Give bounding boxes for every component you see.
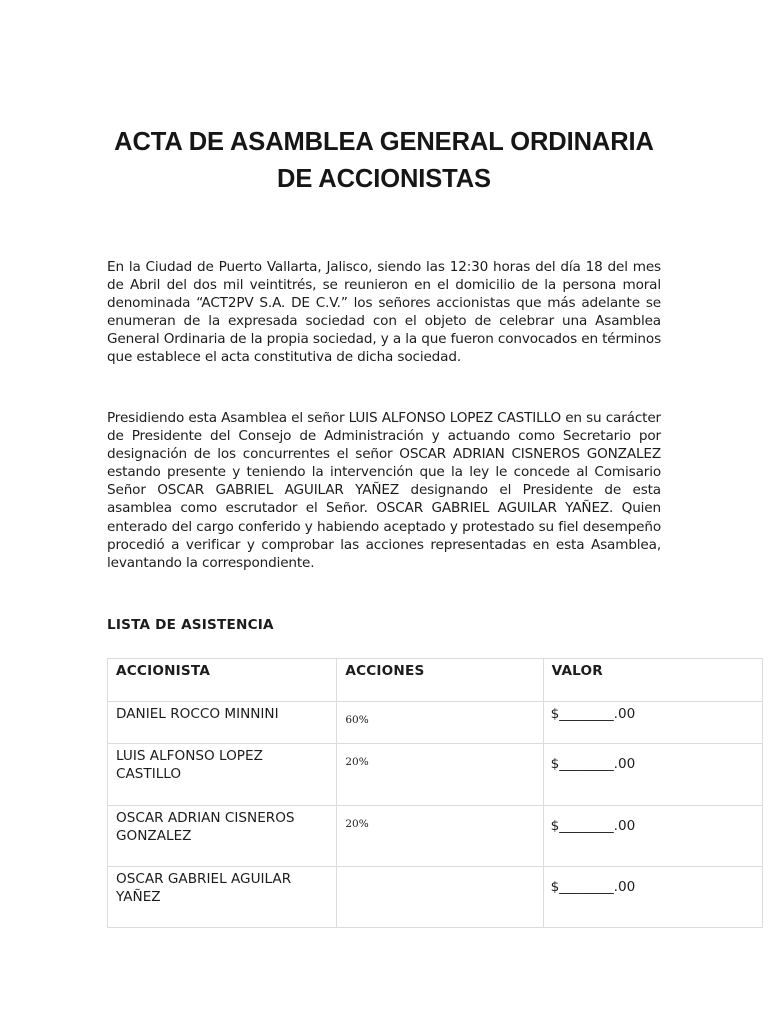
shares-cell: 20% — [337, 744, 543, 806]
shares-cell: 20% — [337, 806, 543, 867]
shareholder-name-cell: DANIEL ROCCO MINNINI — [108, 702, 337, 744]
document-title — [60, 124, 708, 198]
shares-cell — [337, 867, 543, 928]
shares-cell: 60% — [337, 702, 543, 744]
attendance-table — [107, 658, 763, 928]
shareholder-name-cell: OSCAR GABRIEL AGUILAR YAÑEZ — [108, 867, 337, 928]
opening-paragraph: En la Ciudad de Puerto Vallarta, Jalisco, siendo las 12:30 horas del día 18 del mes de Abril del dos mil veintitrés, se reunieron en el domicilio de la persona moral denominada “ACT2PV S.A. DE C.V.” los señores accionistas que más adelante se enumeran de la expresada sociedad con el objeto de celebrar una Asamblea General Ordinaria de la propia sociedad, y a la que fueron convocados en términos que establece el acta constitutiva de dicha sociedad. — [107, 259, 661, 366]
column-header-shares: ACCIONES — [337, 659, 543, 702]
shareholder-name-cell: OSCAR ADRIAN CISNEROS GONZALEZ — [108, 806, 337, 867]
table-row — [108, 702, 763, 744]
table-row — [108, 806, 763, 867]
column-header-shareholder: ACCIONISTA — [108, 659, 337, 702]
value-cell: $________.00 — [543, 806, 762, 867]
value-cell: $________.00 — [543, 867, 762, 928]
table-row — [108, 744, 763, 806]
document-title-line-2: DE ACCIONISTAS — [277, 165, 491, 193]
value-cell: $________.00 — [543, 744, 762, 806]
presiding-paragraph: Presidiendo esta Asamblea el señor LUIS ALFONSO LOPEZ CASTILLO en su carácter de Presidente del Consejo de Administración y actuando como Secretario por designación de los concurrentes el señor OSCAR ADRIAN CISNEROS GONZALEZ estando presente y teniendo la intervención que la ley le concede al Comisario Señor OSCAR GABRIEL AGUILAR YAÑEZ designando el Presidente de esta asamblea como escrutador el Señor. OSCAR GABRIEL AGUILAR YAÑEZ. Quien enterado del cargo conferido y habiendo aceptado y protestado su fiel desempeño procedió a verificar y comprobar las acciones representadas en esta Asamblea, levantando la correspondiente. — [107, 410, 661, 571]
column-header-value: VALOR — [543, 659, 762, 702]
table-header-row — [108, 659, 763, 702]
table-row — [108, 867, 763, 928]
document-title-line-1: ACTA DE ASAMBLEA GENERAL ORDINARIA — [114, 128, 654, 156]
attendance-list-heading: LISTA DE ASISTENCIA — [107, 617, 274, 633]
shareholder-name-cell: LUIS ALFONSO LOPEZ CASTILLO — [108, 744, 337, 806]
value-cell: $________.00 — [543, 702, 762, 744]
